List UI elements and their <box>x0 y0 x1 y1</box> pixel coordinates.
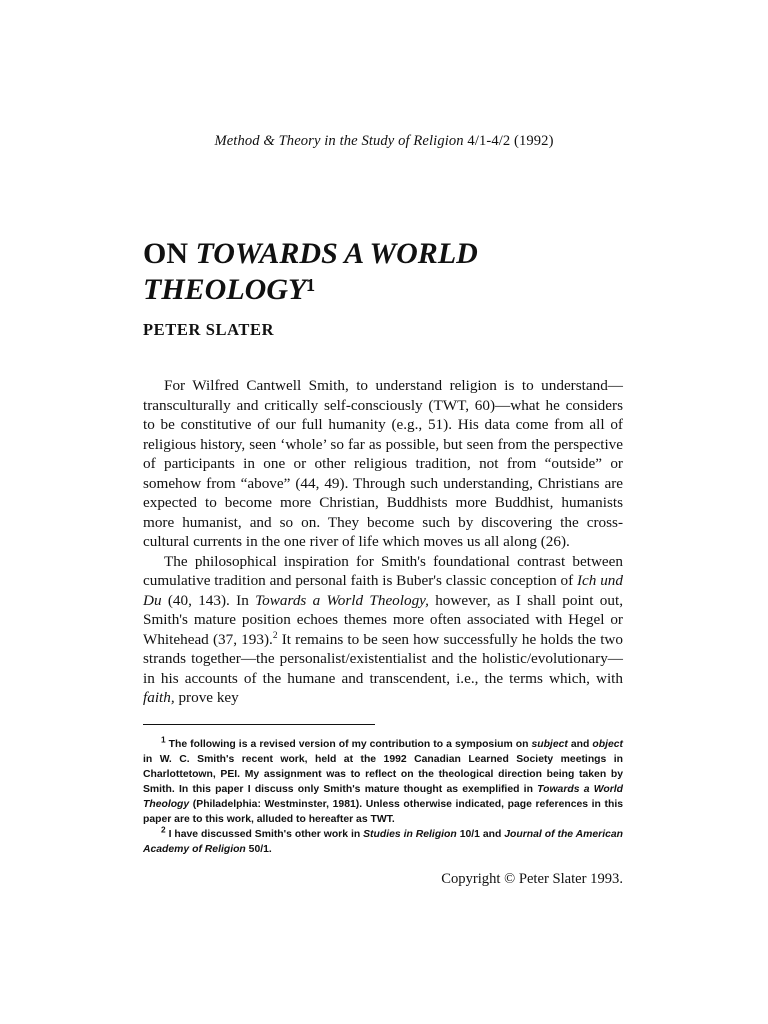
text-run: 10/1 and <box>456 829 505 840</box>
footnote-2 <box>143 824 623 857</box>
text-run: The following is a revised version of my contribution to a symposium on <box>168 739 532 750</box>
italic-term: Ich und Du <box>143 572 623 609</box>
text-run: The philosophical inspiration for Smith's foundational contrast between cumulative tradition and personal faith is Buber's classic conception of <box>143 552 623 589</box>
title-prefix: ON <box>143 237 188 270</box>
text-run: (Philadelphia: Westminster, 1981). Unless otherwise indicated, page references in this paper are to this work, alluded to hereafter as TWT. <box>143 799 623 825</box>
text-run: however, as I shall point out, Smith's mature position echoes themes more often associated with Hegel or Whitehead (37, 193). <box>143 591 623 648</box>
article-title <box>143 236 663 308</box>
title-italic-line1: TOWARDS A WORLD <box>195 237 478 270</box>
text-run: It remains to be seen how successfully he holds the two strands together—the personalist/existentialist and the holistic/evolutionary—in his accounts of the humane and transcendent, i.e., the terms which, with <box>143 630 623 687</box>
journal-issue: 4/1-4/2 (1992) <box>467 133 554 149</box>
text-run: and <box>567 739 593 750</box>
italic-journal-title: Studies in Religion <box>363 829 457 840</box>
italic-journal-title: Journal of the American Academy of Religion <box>143 829 623 855</box>
text-run: prove key <box>174 689 239 706</box>
article-body <box>143 376 623 708</box>
footnote-1 <box>143 734 623 827</box>
italic-term: object <box>592 739 623 750</box>
footnotes <box>143 734 623 857</box>
text-run: 50/1. <box>245 844 272 855</box>
italic-book-title: Towards a World Theology <box>143 784 623 810</box>
title-footnote-mark: ¹ <box>306 273 316 306</box>
paragraph-2 <box>143 552 623 708</box>
journal-title: Method & Theory in the Study of Religion <box>214 133 464 149</box>
journal-header <box>0 133 768 150</box>
italic-term: faith, <box>143 689 175 706</box>
title-italic-line2: THEOLOGY <box>143 273 307 306</box>
author-name: PETER SLATER <box>143 320 275 339</box>
text-run: in W. C. Smith's recent work, held at the 1992 Canadian Learned Society meetings in Charlottetown, PEI. My assignment was to reflect on the theological direction being taken by Smith. In this paper I discuss only Smith's mature thought as exemplified in <box>143 754 623 795</box>
footnote-divider <box>143 724 375 725</box>
footnote-mark: 2 <box>161 824 166 835</box>
footnote-ref: 2 <box>272 630 278 641</box>
text-run: (40, 143). In <box>161 591 256 609</box>
paragraph-1: For Wilfred Cantwell Smith, to understand religion is to understand—transculturally and critically self-consciously (TWT, 60)—what he considers to be constitutive of our full humanity (e.g., 51). His data come from all of religious history, seen ‘whole’ so far as possible, but seen from the perspective of participants in one or other religious tradition, not from “outside” or somehow from “above” (44, 49). Through such understanding, Christians are expected to become more Christian, Buddhists more Buddhist, humanists more humanist, and so on. They become such by discovering the cross-cultural currents in the one river of life which moves us all along (26). <box>143 377 623 550</box>
italic-book-title: Towards a World Theology, <box>255 591 429 609</box>
text-run: I have discussed Smith's other work in <box>168 829 364 840</box>
italic-term: subject <box>531 739 568 750</box>
footnote-mark: 1 <box>161 734 166 745</box>
copyright-notice: Copyright © Peter Slater 1993. <box>441 871 623 887</box>
